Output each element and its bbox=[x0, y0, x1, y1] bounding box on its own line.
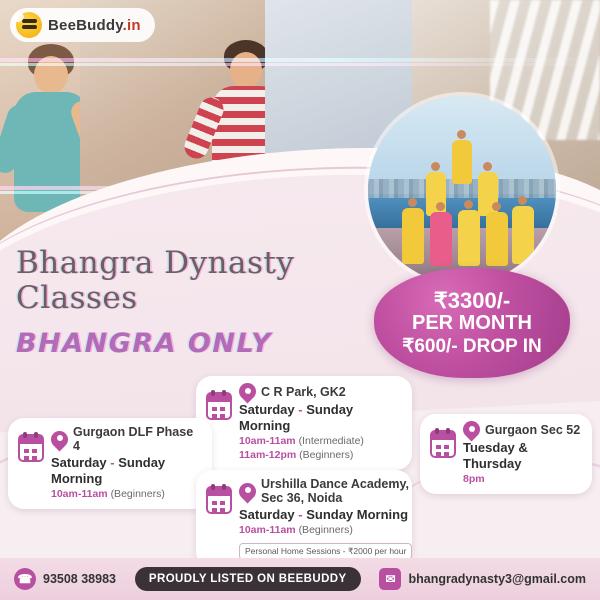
footer-bar bbox=[0, 558, 600, 600]
photo-dancer bbox=[402, 208, 424, 264]
location-card-gurgaon-sec52 bbox=[420, 414, 592, 494]
logo-tld: .in bbox=[122, 16, 141, 34]
card-body bbox=[51, 425, 202, 501]
photo-dancer bbox=[452, 140, 472, 184]
location-card-gurgaon-dlf bbox=[8, 418, 212, 509]
photo-dancer bbox=[458, 210, 480, 266]
footer-email[interactable] bbox=[379, 568, 586, 590]
location-name: Gurgaon Sec 52 bbox=[485, 422, 581, 437]
calendar-icon bbox=[206, 392, 232, 420]
photo-dancer-head bbox=[436, 202, 445, 211]
map-pin-icon bbox=[239, 483, 256, 500]
location-name: Urshilla Dance Academy, Sec 36, Noida bbox=[261, 477, 409, 505]
location-row bbox=[239, 477, 412, 505]
map-pin-icon bbox=[239, 383, 256, 400]
proudly-listed-badge: PROUDLY LISTED ON BEEBUDDY bbox=[135, 567, 361, 591]
location-row bbox=[463, 421, 582, 438]
glitch-stripe bbox=[0, 63, 600, 66]
location-time bbox=[239, 448, 402, 462]
glitch-stripe bbox=[0, 58, 600, 62]
phone-icon: ☎ bbox=[14, 568, 36, 590]
time-level: (Intermediate) bbox=[298, 435, 364, 447]
time-value: 10am-11am bbox=[239, 524, 296, 536]
price-monthly-amount: ₹3300/- bbox=[433, 287, 511, 313]
photo-dancer bbox=[486, 212, 508, 266]
bee-icon bbox=[16, 12, 42, 38]
price-monthly-label: PER MONTH bbox=[412, 311, 532, 334]
email-address: bhangradynasty3@gmail.com bbox=[408, 572, 586, 586]
logo-label bbox=[48, 17, 141, 34]
time-value: 10am-11am bbox=[239, 435, 296, 447]
photo-dancer-head bbox=[492, 202, 501, 211]
photo-dancer-head bbox=[483, 162, 492, 171]
page-title: Bhangra Dynasty Classes bbox=[16, 245, 295, 316]
calendar-icon bbox=[430, 430, 456, 458]
photo-dancer-head bbox=[408, 198, 417, 207]
phone-number: 93508 38983 bbox=[43, 572, 116, 586]
price-dropin: ₹600/- DROP IN bbox=[402, 335, 542, 357]
page-subtitle: BHANGRA ONLY bbox=[16, 328, 273, 359]
calendar-icon bbox=[18, 434, 44, 462]
photo-dancer bbox=[512, 206, 534, 264]
card-body bbox=[239, 383, 402, 462]
time-value: 8pm bbox=[463, 473, 485, 485]
time-value: 11am-12pm bbox=[239, 449, 297, 461]
location-name: Gurgaon DLF Phase 4 bbox=[73, 425, 194, 453]
time-value: 10am-11am bbox=[51, 488, 108, 500]
photo-dancer-head bbox=[518, 196, 527, 205]
home-session-note: Personal Home Sessions - ₹2000 per hour bbox=[239, 543, 412, 560]
price-badge bbox=[374, 268, 570, 378]
location-time bbox=[51, 487, 202, 501]
location-time bbox=[239, 434, 402, 448]
time-level: (Beginners) bbox=[299, 449, 354, 461]
logo-brand: BeeBuddy bbox=[48, 16, 123, 34]
calendar-icon bbox=[206, 486, 232, 514]
location-time bbox=[463, 472, 582, 486]
mail-icon: ✉ bbox=[379, 568, 401, 590]
headline-block bbox=[16, 246, 356, 359]
location-days: Tuesday & Thursday bbox=[463, 440, 528, 471]
photo-dancer-head bbox=[464, 200, 473, 209]
photo-dancer-head bbox=[431, 162, 440, 171]
map-pin-icon bbox=[51, 431, 68, 448]
card-body bbox=[239, 477, 412, 560]
location-row bbox=[239, 383, 402, 400]
time-level: (Beginners) bbox=[298, 524, 353, 536]
map-pin-icon bbox=[463, 421, 480, 438]
card-body bbox=[463, 421, 582, 486]
location-card-urshilla bbox=[196, 470, 412, 568]
group-photo-circle bbox=[368, 96, 556, 284]
footer-phone[interactable] bbox=[14, 568, 116, 590]
location-days: Saturday - Sunday Morning bbox=[239, 402, 354, 433]
location-name: C R Park, GK2 bbox=[261, 384, 346, 399]
location-days: Saturday - Sunday Morning bbox=[239, 507, 409, 522]
location-time bbox=[239, 523, 412, 537]
time-level: (Beginners) bbox=[110, 488, 165, 500]
location-card-crpark bbox=[196, 376, 412, 470]
location-row bbox=[51, 425, 202, 453]
photo-dancer bbox=[430, 212, 452, 266]
photo-dancer-head bbox=[457, 130, 466, 139]
location-days: Saturday - Sunday Morning bbox=[51, 455, 166, 486]
beebuddy-logo[interactable] bbox=[10, 8, 155, 42]
